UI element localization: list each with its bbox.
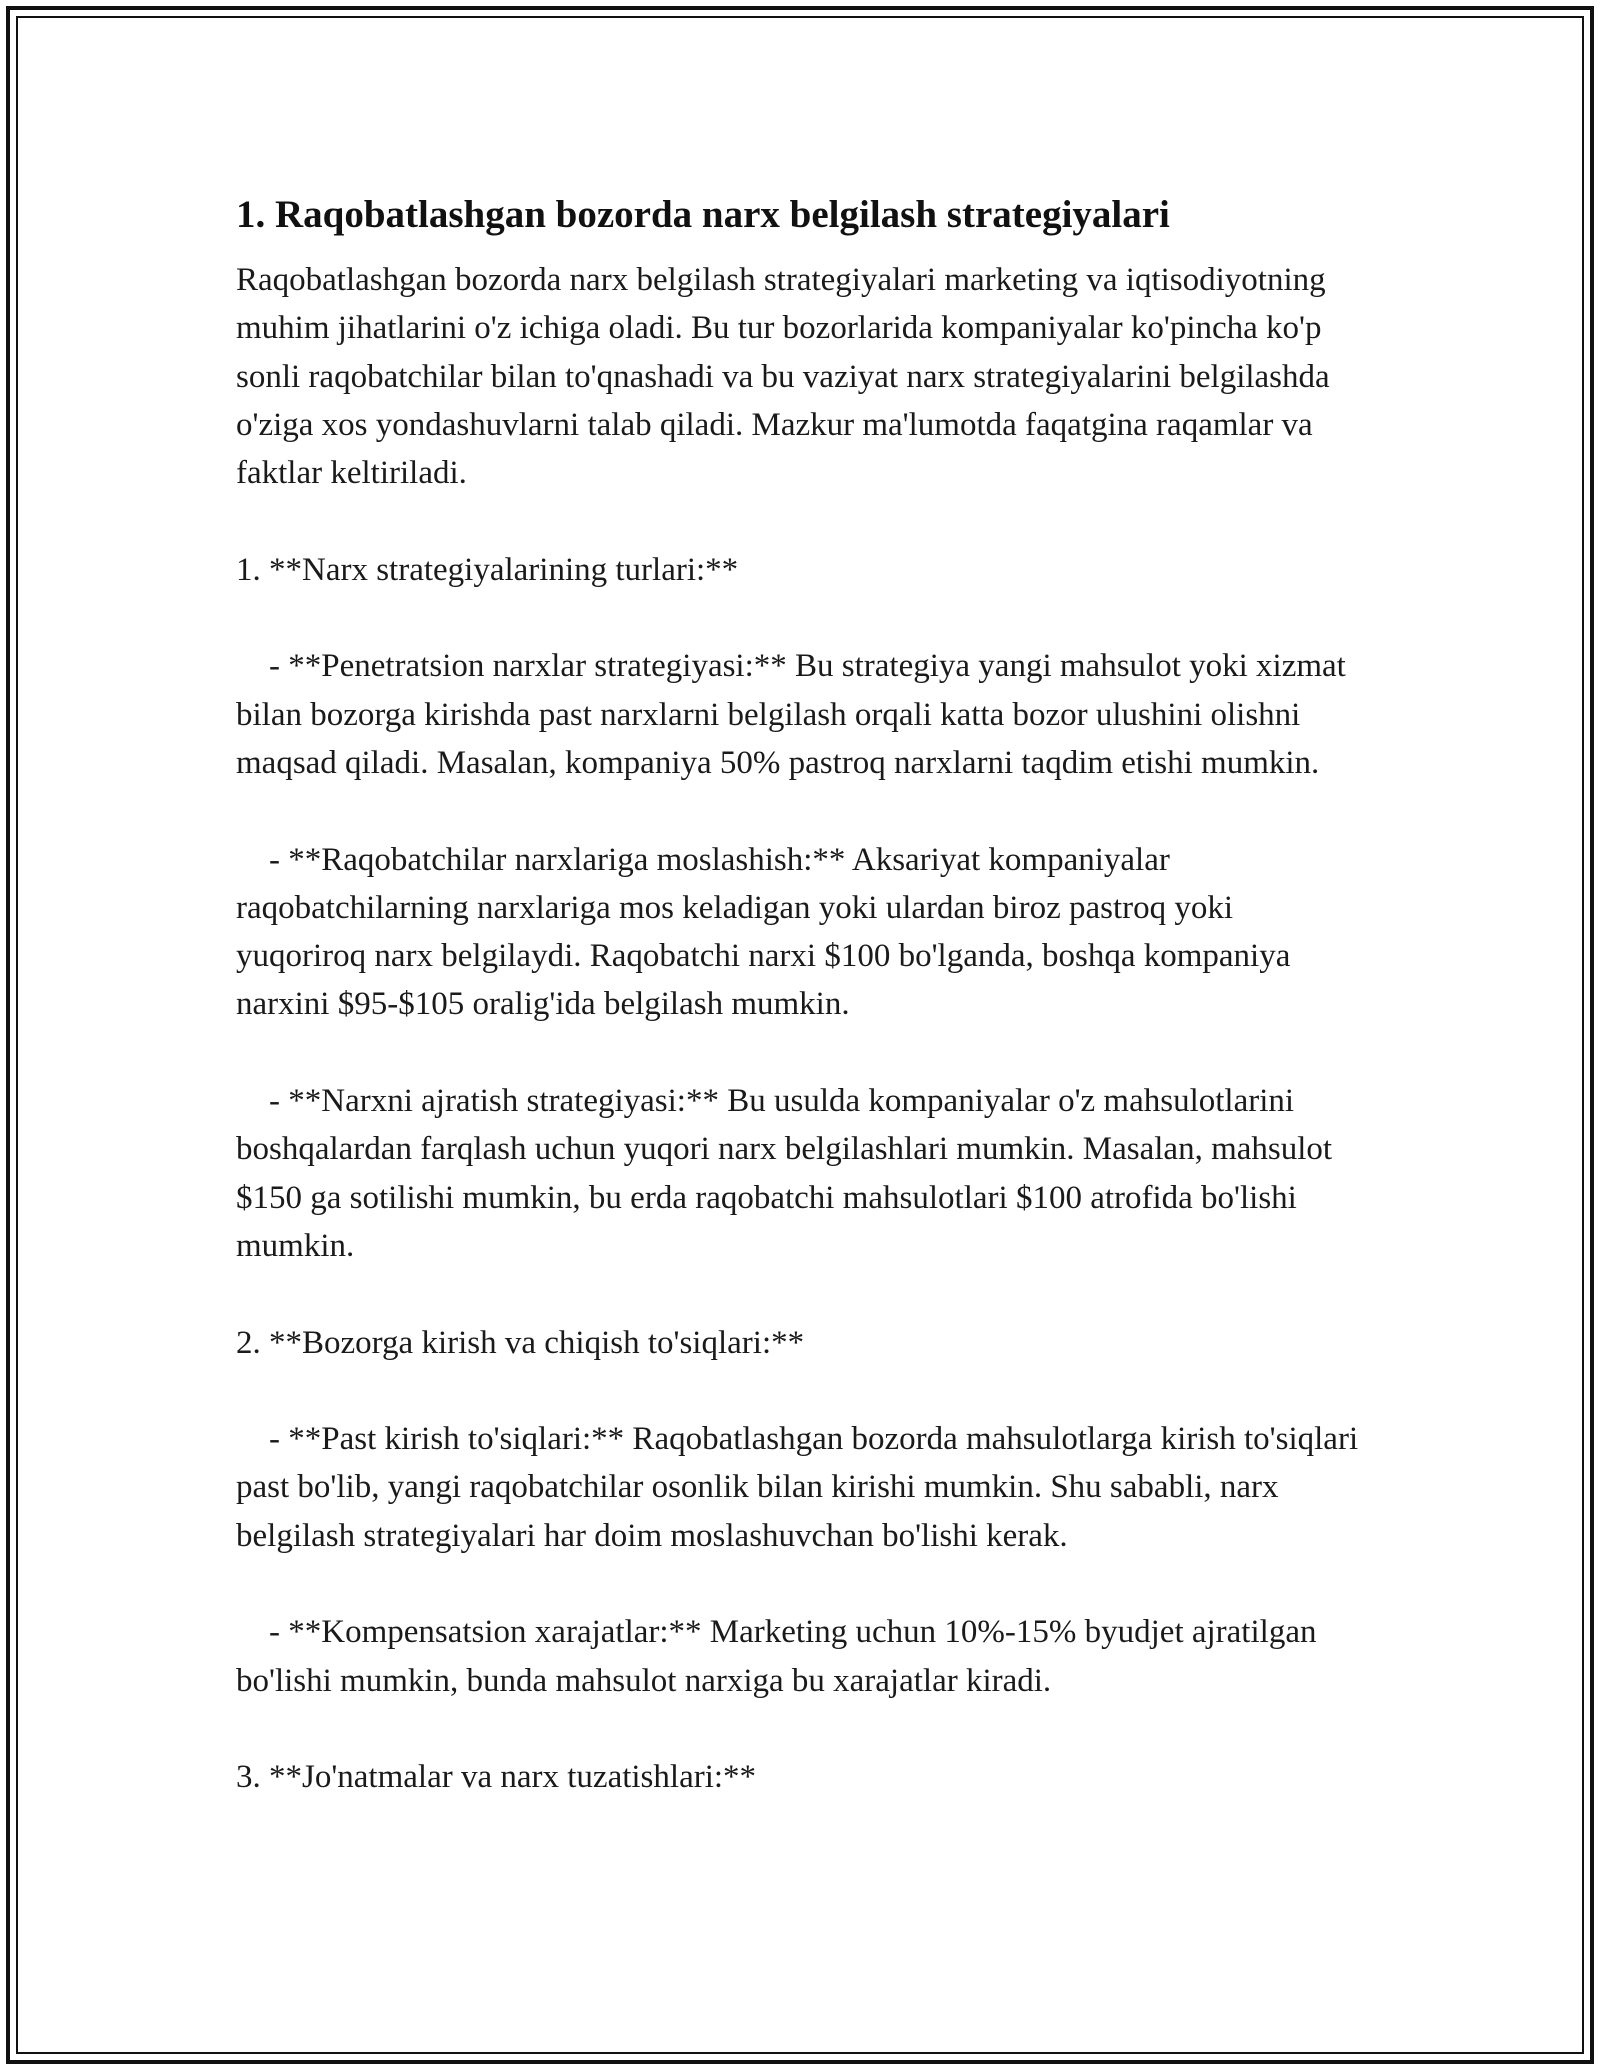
spacer <box>236 1367 1366 1415</box>
section-1-item-competitor-pricing: - **Raqobatchilar narxlariga moslashish:** Aksariyat kompaniyalar raqobatchilarning narxlariga mos keladigan yoki ulardan biroz pastroq yoki yuqoriroq narx belgilaydi. Raqobatchi narxi $100 bo'lganda, boshqa kompaniya narxini $95-$105 oralig'ida belgilash mumkin. <box>236 841 1299 1023</box>
section-1-heading: 1. **Narx strategiyalarining turlari:** <box>236 551 739 588</box>
spacer <box>236 787 1366 835</box>
section-2-item-entry-barriers: - **Past kirish to'siqlari:** Raqobatlashgan bozorda mahsulotlarga kirish to'siqlari past bo'lib, yangi raqobatchilar osonlik bilan kirishi mumkin. Shu sababli, narx belgilash strategiyalari har doim moslashuvchan bo'lishi kerak. <box>236 1421 1367 1554</box>
spacer <box>236 497 1366 545</box>
spacer <box>236 1270 1366 1318</box>
intro-paragraph: Raqobatlashgan bozorda narx belgilash strategiyalari marketing va iqtisodiyotning muhim jihatlarini o'z ichiga oladi. Bu tur bozorlarida kompaniyalar ko'pincha ko'p sonli raqobatchilar bilan to'qnashadi va bu vaziyat narx strategiyalarini belgilashda o'ziga xos yondashuvlarni talab qiladi. Mazkur ma'lumotda faqatgina raqamlar va faktlar keltiriladi. <box>236 262 1338 492</box>
spacer <box>236 1029 1366 1077</box>
section-1-item-penetration: - **Penetratsion narxlar strategiyasi:** Bu strategiya yangi mahsulot yoki xizmat bilan bozorga kirishda past narxlarni belgilash orqali katta bozor ulushini olishni maqsad qiladi. Masalan, kompaniya 50% pastroq narxlarni taqdim etishi mumkin. <box>236 648 1355 781</box>
spacer <box>236 594 1366 642</box>
spacer <box>236 1560 1366 1608</box>
spacer <box>236 1705 1366 1753</box>
section-2-heading: 2. **Bozorga kirish va chiqish to'siqlari:** <box>236 1324 805 1361</box>
document-title: 1. Raqobatlashgan bozorda narx belgilash strategiyalari <box>236 193 1170 236</box>
document-body <box>236 182 1366 1802</box>
section-1-item-differentiation: - **Narxni ajratish strategiyasi:** Bu usulda kompaniyalar o'z mahsulotlarini boshqalardan farqlash uchun yuqori narx belgilashlari mumkin. Masalan, mahsulot $150 ga sotilishi mumkin, bu erda raqobatchi mahsulotlari $100 atrofida bo'lishi mumkin. <box>236 1083 1341 1264</box>
section-3-heading: 3. **Jo'natmalar va narx tuzatishlari:** <box>236 1759 757 1796</box>
section-2-item-compensation-costs: - **Kompensatsion xarajatlar:** Marketing uchun 10%-15% byudjet ajratilgan bo'lishi mumkin, bunda mahsulot narxiga bu xarajatlar kiradi. <box>236 1614 1325 1699</box>
